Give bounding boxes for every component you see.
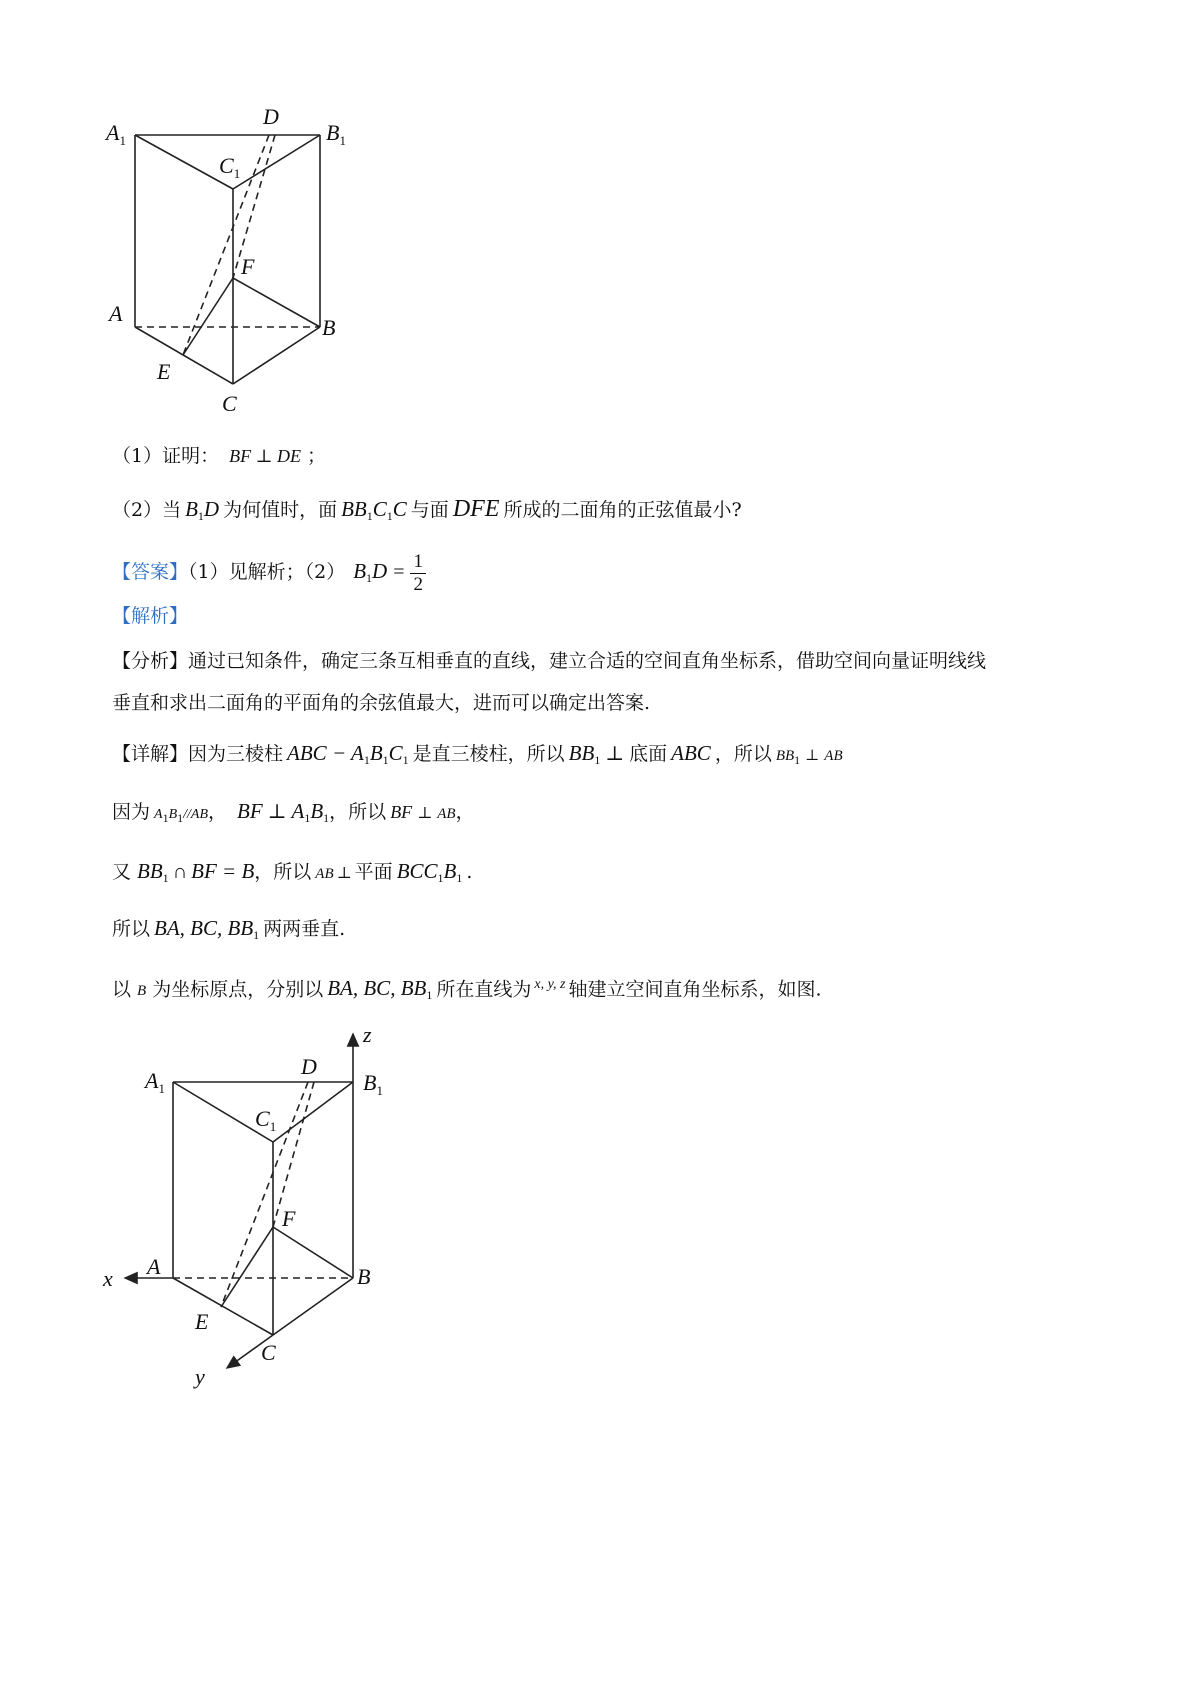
edge-c1-b1 — [233, 135, 320, 189]
label-a1: $A_1$ — [106, 120, 126, 148]
answer-tag: 【答案】 — [112, 561, 189, 583]
detail-line-1: 【详解】因为三棱柱 ABC − $A_1B_1C_1$ 是直三棱柱，所以 $BB_1$ ⊥ 底面 ABC ，所以 $BB_1$ ⊥ AB — [112, 741, 843, 767]
label-d: D — [263, 104, 279, 129]
label-c: C — [261, 1340, 276, 1365]
label-f: F — [282, 1206, 296, 1231]
label-z: z — [363, 1022, 372, 1047]
label-x: x — [103, 1266, 113, 1291]
label-b1: $B_1$ — [326, 120, 346, 148]
label-e: E — [195, 1309, 209, 1334]
label-b1: $B_1$ — [363, 1070, 383, 1098]
edge-c-b — [273, 1278, 353, 1335]
answer-line: 【答案】（1）见解析；（2） $B_1D$ = $\frac{1}{2}$ — [112, 546, 426, 603]
detail-line-2: 因为 $A_1B_1//AB$， BF ⊥ $A_1B_1$，所以 BF ⊥ AB， — [112, 799, 475, 825]
analysis-line-2: 垂直和求出二面角的平面角的余弦值最大，进而可以确定出答案. — [112, 692, 651, 714]
answer-fraction: $\frac{1}{2}$ — [410, 551, 426, 596]
edge-a-c — [173, 1278, 273, 1335]
analysis-heading: 【解析】 — [112, 605, 189, 627]
edge-c1-b1 — [273, 1082, 353, 1142]
question-1: （1）证明： BF ⊥ DE ； — [112, 445, 327, 467]
label-y: y — [195, 1364, 205, 1389]
edge-c-b — [233, 327, 320, 384]
label-a1: $A_1$ — [145, 1068, 165, 1096]
edge-a-c — [135, 327, 233, 384]
label-a: A — [109, 301, 123, 326]
label-e: E — [157, 359, 171, 384]
prism-figure-1 — [100, 95, 380, 425]
label-a: A — [147, 1254, 161, 1279]
detail-line-5: 以 B 为坐标原点，分别以 BA, BC, $BB_1$ 所在直线为 $^{x, y, z}$ 轴建立空间直角坐标系，如图. — [112, 976, 822, 1003]
question-2: （2）当 $B_1D$ 为何值时，面 $BB_1C_1C$ 与面 DFE 所成的二面角的正弦值最小? — [112, 496, 742, 523]
segment-f-b — [233, 278, 320, 327]
label-f: F — [241, 254, 255, 279]
label-c1: $C_1$ — [219, 153, 241, 181]
analysis-line-1: 【分析】通过已知条件，确定三条互相垂直的直线，建立合适的空间直角坐标系，借助空间向量证明线线 — [112, 650, 987, 672]
prism-figure-2-with-axes — [95, 1022, 415, 1392]
detail-line-3: 又 $BB_1$ ∩ BF = B，所以 AB ⊥ 平面 $BCC_1B_1$ . — [112, 859, 473, 885]
label-b: B — [357, 1264, 371, 1289]
label-b: B — [322, 315, 336, 340]
label-c: C — [222, 391, 237, 416]
label-d: D — [301, 1054, 317, 1079]
segment-e-f — [183, 278, 233, 355]
detail-line-4: 所以 BA, BC, $BB_1$ 两两垂直. — [112, 916, 346, 942]
label-c1: $C_1$ — [255, 1106, 277, 1134]
segment-f-b — [273, 1227, 353, 1278]
